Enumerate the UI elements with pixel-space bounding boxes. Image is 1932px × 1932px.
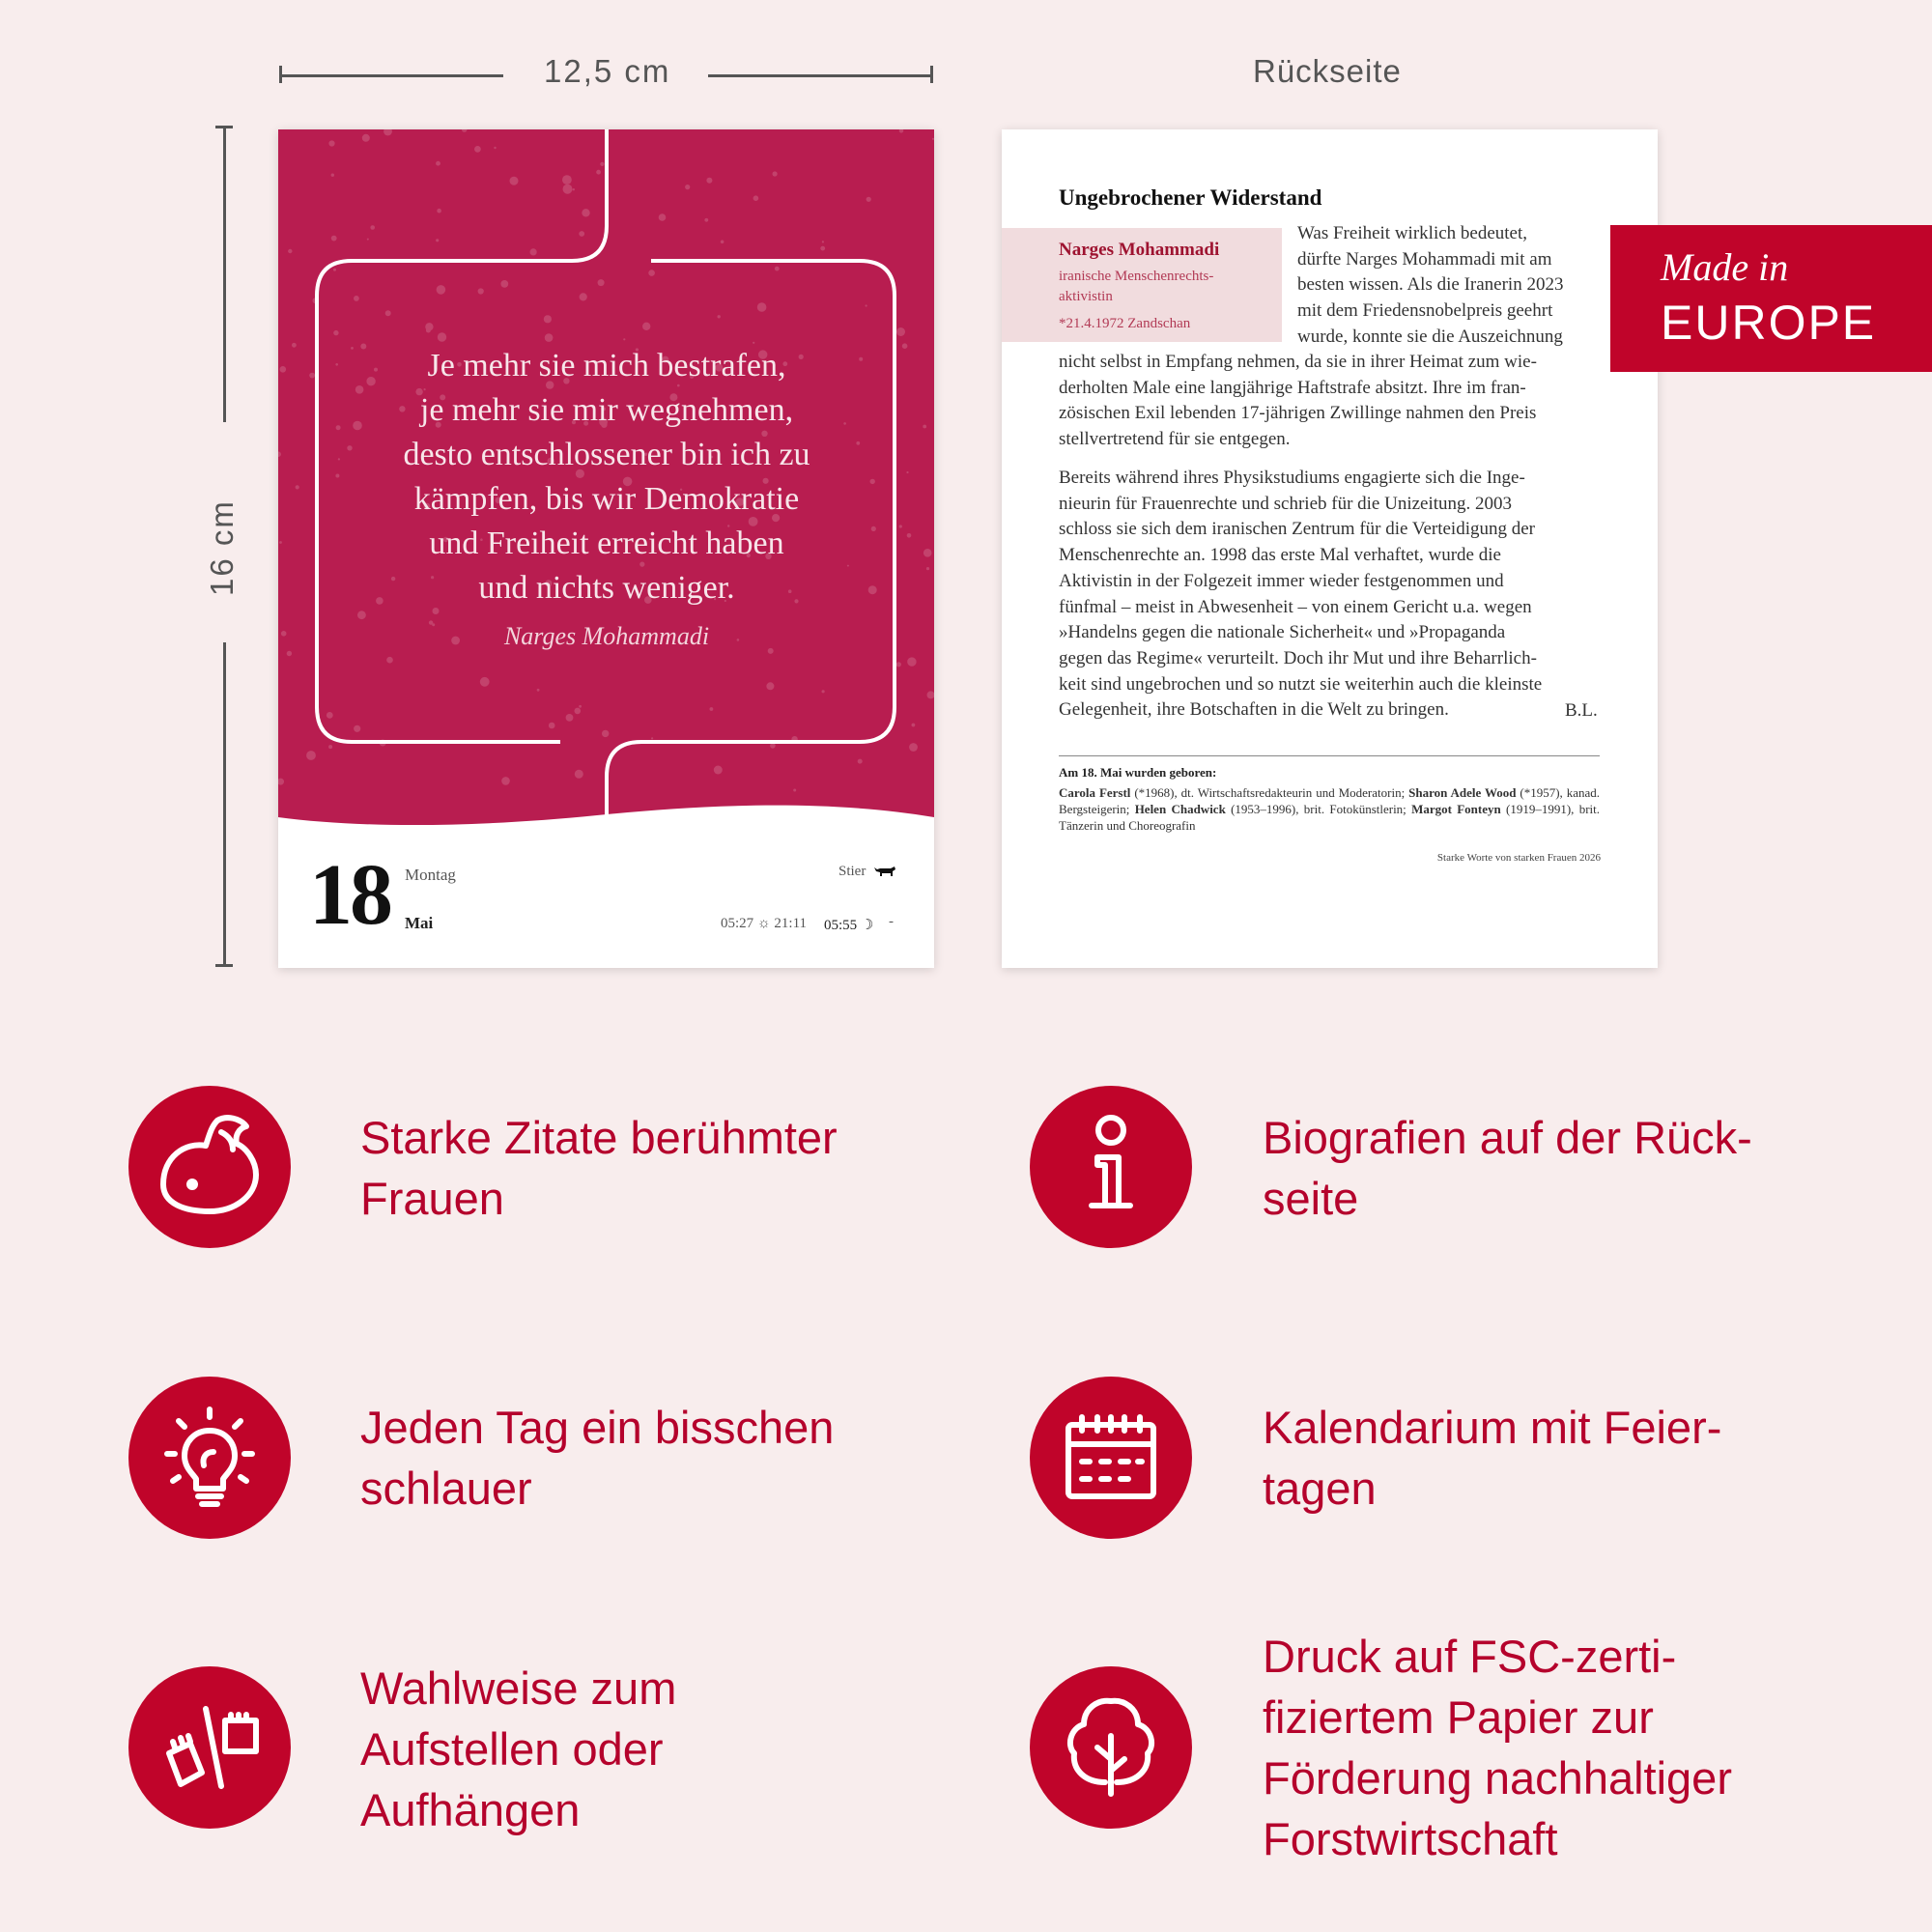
speckle [573, 188, 575, 190]
speckle [896, 327, 905, 336]
text-line: wurde, konnte sie die Auszeichnung [1297, 326, 1563, 347]
height-label: 16 cm [204, 499, 240, 596]
speckle [773, 171, 778, 176]
feature-line: Starke Zitate berühmter [360, 1112, 838, 1163]
speckle [899, 525, 902, 527]
feature-text-quotes [360, 1107, 838, 1229]
speckle [335, 474, 339, 478]
bio-role-2: aktivistin [1059, 289, 1113, 304]
feature-line: Kalendarium mit Feier- [1263, 1402, 1722, 1453]
feature-line: fiziertem Papier zur [1263, 1691, 1654, 1743]
speckle [288, 249, 292, 253]
text-line: dürfte Narges Mohammadi mit am [1297, 248, 1552, 270]
speckle [333, 269, 336, 271]
speckle [718, 315, 721, 318]
born-detail: (1919–1991), brit. Tänzerin und Choreografin [1059, 802, 1600, 833]
speckle [685, 185, 690, 189]
zodiac-label: Stier [838, 864, 867, 879]
speckle [530, 248, 537, 255]
speckle [704, 218, 708, 222]
feature-line: Forstwirtschaft [1263, 1813, 1558, 1864]
height-tick-bottom [215, 964, 233, 967]
speckle [494, 147, 496, 149]
feature-text-biographies [1263, 1107, 1752, 1229]
speckle [385, 310, 391, 316]
speckle [659, 213, 667, 221]
feature-line: Aufstellen oder [360, 1723, 664, 1775]
weekday: Montag [405, 866, 456, 884]
speckle [648, 270, 655, 276]
feature-line: seite [1263, 1173, 1359, 1224]
speckle [280, 366, 287, 373]
speckle [328, 745, 332, 749]
paragraph-2 [1059, 466, 1619, 724]
feature-line: tagen [1263, 1463, 1377, 1514]
speckle [907, 657, 916, 666]
speckle [562, 175, 572, 185]
speckle [510, 177, 519, 185]
speckle [478, 288, 484, 294]
speckle [306, 751, 316, 760]
speckle [386, 657, 393, 664]
speckle [822, 690, 825, 693]
quote-line: kämpfen, bis wir Demokratie [413, 481, 800, 517]
speckle [309, 373, 315, 379]
speckle [338, 458, 340, 460]
text-line: »Handelns gegen die nationale Sicherheit« und »Propaganda [1059, 622, 1506, 643]
text-line: nieurin für Frauenrechte und schrieb für die Unizeitung. 2003 [1059, 493, 1513, 514]
height-line-top [223, 126, 226, 422]
calendar-icon [1030, 1377, 1192, 1539]
speckle [279, 541, 282, 544]
speckle [793, 789, 796, 792]
feature-text-fsc-paper [1263, 1626, 1732, 1869]
speckle [281, 631, 287, 637]
born-detail: (*1957), kanad. Bergsteigerin; [1059, 785, 1600, 816]
speckle [331, 174, 334, 177]
text-line: keit sind ungebrochen und so nutzt sie weiterhin auch die kleinste [1059, 673, 1543, 695]
speckle [642, 323, 650, 330]
quote-line: und Freiheit erreicht haben [429, 526, 784, 561]
speckle [575, 708, 582, 715]
quote-line: desto entschlossener bin ich zu [403, 437, 810, 472]
paragraph-1-full [1059, 350, 1619, 453]
speckle [354, 725, 360, 732]
quote-line: und nichts weniger. [478, 570, 735, 606]
speckle [362, 134, 370, 142]
back-side-label: Rückseite [1253, 53, 1402, 89]
bio-role-1: iranische Menschenrechts- [1059, 269, 1214, 284]
month: Mai [405, 914, 434, 932]
badge-europe: EUROPE [1661, 296, 1877, 350]
text-line: Aktivistin in der Folgezeit immer wieder festgenommen und [1059, 570, 1504, 591]
speckle [354, 296, 359, 301]
speckle [932, 138, 934, 140]
speckle [438, 332, 446, 341]
speckle [909, 743, 918, 752]
speckle [579, 705, 582, 708]
text-line: schloss sie sich dem iranischen Zentrum für die Verteidigung der [1059, 519, 1535, 540]
speckle [822, 241, 824, 242]
text-line: derholten Male eine langjährige Haftstrafe absitzt. Ihre im fran- [1059, 377, 1526, 398]
speckle [923, 549, 932, 557]
text-line: zösischen Exil lebenden 17-jährigen Zwillinge nahmen den Preis [1059, 403, 1537, 424]
speckle [580, 293, 587, 300]
text-line: Was Freiheit wirklich bedeutet, [1297, 223, 1528, 243]
born-name: Sharon Adele Wood [1408, 785, 1517, 800]
speckle [871, 526, 876, 531]
speckle [600, 162, 604, 166]
speckle [437, 285, 446, 295]
speckle [598, 279, 605, 286]
text-line: nicht selbst in Empfang nehmen, da sie in ihrer Heimat zum wie- [1059, 352, 1537, 372]
speckle [333, 330, 338, 335]
author-initials: B.L. [1565, 700, 1598, 721]
speckle [766, 682, 774, 690]
speckle [500, 280, 508, 288]
front-card [278, 129, 934, 968]
quote-author: Narges Mohammadi [503, 622, 710, 650]
made-in-europe-badge [1610, 225, 1932, 372]
speckle [912, 724, 916, 727]
back-footer: Starke Worte von starken Frauen 2026 [1436, 852, 1601, 864]
speckle [866, 304, 867, 306]
flexed-arm-icon [128, 1086, 291, 1248]
feature-line: schlauer [360, 1463, 532, 1514]
sun-times: 05:27 ☼ 21:11 [721, 916, 808, 931]
bull-icon [872, 864, 897, 881]
speckle [721, 241, 724, 244]
text-line: besten wissen. Als die Iranerin 2023 [1297, 274, 1564, 296]
bio-birth: *21.4.1972 Zandschan [1059, 316, 1191, 331]
speckle [753, 195, 759, 201]
speckle [706, 178, 712, 184]
text-line: Gelegenheit, ihre Botschaften in die Welt zu bringen. [1059, 699, 1449, 721]
speckle [370, 225, 375, 230]
feature-line: Förderung nachhaltiger [1263, 1752, 1732, 1804]
speckle [347, 445, 352, 450]
text-line: mit dem Friedensnobelpreis geehrt [1297, 300, 1553, 322]
feature-line: Druck auf FSC-zerti- [1263, 1631, 1677, 1682]
stand-hang-icon [128, 1666, 291, 1829]
divider [1059, 755, 1600, 756]
height-line-bottom [223, 642, 226, 966]
width-line-right [708, 74, 933, 77]
feature-text-stand-hang [360, 1658, 676, 1840]
bio-box [1002, 228, 1282, 342]
bio-name: Narges Mohammadi [1059, 240, 1220, 260]
speckle [907, 533, 912, 538]
quote-line: Je mehr sie mich bestrafen, [427, 348, 786, 384]
speckle [602, 730, 609, 737]
back-card [1002, 129, 1658, 968]
speckle [563, 185, 573, 194]
speckle [545, 333, 554, 342]
speckle [327, 712, 333, 719]
born-detail: (*1968), dt. Wirtschaftsredakteurin und Moderatorin; [1130, 785, 1409, 800]
back-title: Ungebrochener Widerstand [1059, 185, 1322, 210]
badge-made-in: Made in [1661, 245, 1789, 289]
speckle [596, 170, 601, 175]
speckle [858, 759, 863, 764]
feature-line: Biografien auf der Rück- [1263, 1112, 1752, 1163]
width-label: 12,5 cm [544, 53, 671, 89]
speckle [867, 197, 871, 202]
speckle [714, 766, 723, 775]
speckle [710, 707, 714, 711]
speckle [336, 425, 341, 430]
speckle [335, 363, 338, 366]
lightbulb-icon [128, 1377, 291, 1539]
speckle [868, 585, 877, 594]
speckle [328, 140, 334, 146]
speckle [292, 343, 297, 348]
speckle [426, 328, 431, 333]
moon-times: 05:55 ☽ [824, 918, 874, 933]
speckle [566, 714, 574, 722]
speckle [582, 209, 589, 216]
speckle [367, 239, 369, 241]
speckle [436, 161, 440, 166]
day-number: 18 [309, 847, 390, 943]
born-name: Carola Ferstl [1059, 785, 1131, 800]
speckle [357, 611, 366, 619]
speckle [902, 343, 908, 349]
width-tick-right [930, 66, 933, 83]
speckle [757, 302, 767, 312]
speckle [896, 662, 901, 667]
speckle [351, 347, 354, 350]
text-line: Bereits während ihres Physikstudiums engagierte sich die Inge- [1059, 468, 1525, 488]
feature-text-calendar [1263, 1397, 1721, 1519]
speckle [480, 677, 490, 687]
born-detail: (1953–1996), brit. Fotokünstlerin; [1225, 802, 1412, 816]
speckle [651, 737, 653, 739]
speckle [331, 236, 337, 242]
born-list [1059, 784, 1600, 834]
text-line: fünfmal – meist in Abwesenheit – von einem Gericht u.a. wegen [1059, 596, 1532, 617]
speckle [287, 651, 292, 656]
speckle [926, 567, 929, 570]
speckle [870, 479, 875, 484]
feature-line: Frauen [360, 1173, 504, 1224]
width-line-left [279, 74, 503, 77]
speckle [436, 239, 439, 242]
text-line: gegen das Regime« verurteilt. Doch ihr Mut und ihre Beharrlich- [1059, 647, 1537, 668]
speckle [544, 315, 552, 323]
speckle [579, 231, 584, 237]
feature-line: Aufhängen [360, 1784, 581, 1835]
tree-icon [1030, 1666, 1192, 1829]
speckle [549, 723, 555, 729]
speckle [820, 246, 825, 251]
text-line: stellvertretend für sie entgegen. [1059, 429, 1291, 450]
speckle [296, 485, 299, 489]
speckle [775, 267, 780, 271]
speckle [906, 471, 908, 473]
born-name: Helen Chadwick [1134, 802, 1226, 816]
feature-line: Wahlweise zum [360, 1662, 677, 1714]
feature-text-smarter [360, 1397, 834, 1519]
born-name: Margot Fonteyn [1411, 802, 1501, 816]
speckle [501, 777, 510, 785]
speckle [537, 689, 540, 692]
quote [355, 344, 858, 611]
dash: - [889, 914, 894, 929]
text-line: Menschenrechte an. 1998 das erste Mal verhaftet, wurde die [1059, 545, 1501, 566]
feature-line: Jeden Tag ein bisschen [360, 1402, 835, 1453]
speckle [575, 770, 583, 779]
paragraph-1-side [1297, 221, 1606, 351]
quote-line: je mehr sie mir wegnehmen, [419, 392, 794, 428]
speckle [437, 209, 441, 213]
speckle [859, 357, 863, 361]
speckle [923, 425, 926, 429]
speckle [623, 338, 625, 340]
info-icon [1030, 1086, 1192, 1248]
born-heading: Am 18. Mai wurden geboren: [1059, 765, 1217, 780]
speckle [474, 146, 481, 153]
